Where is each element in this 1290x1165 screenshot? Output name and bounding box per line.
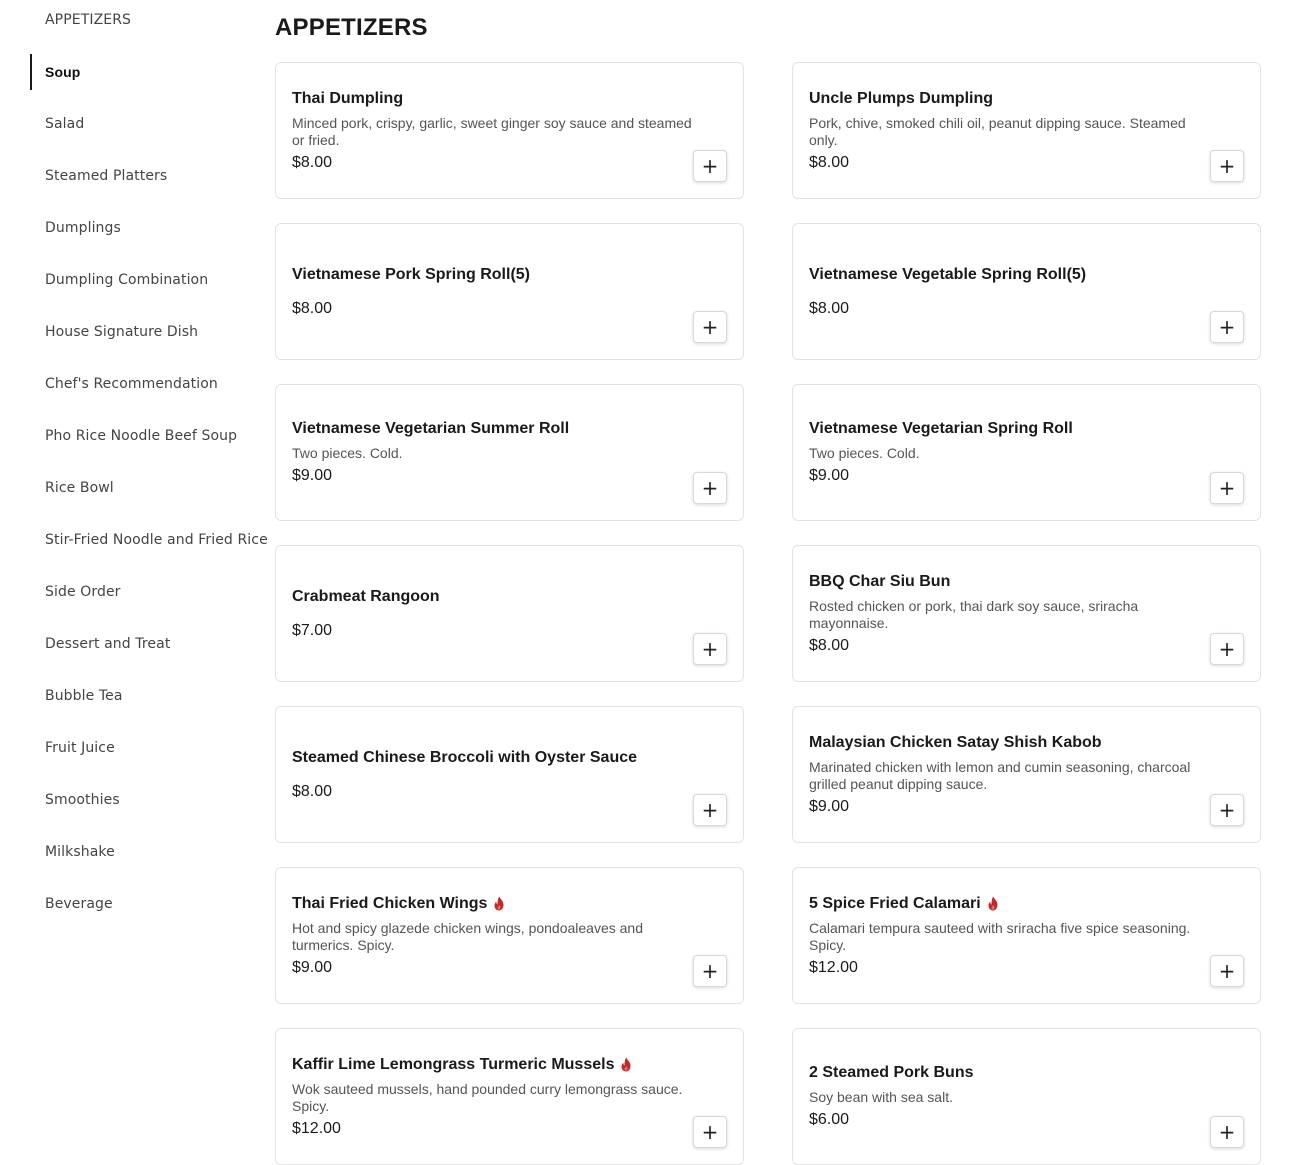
menu-item-card[interactable]: [792, 1028, 1261, 1165]
menu-item-price: $6.00: [809, 1111, 850, 1128]
plus-icon: +: [701, 637, 719, 661]
menu-item-price: $7.00: [292, 621, 333, 639]
menu-item-price: $9.00: [292, 958, 333, 976]
menu-item-card[interactable]: [275, 1028, 744, 1165]
sidebar-item-dumpling-combination[interactable]: Dumpling Combination: [45, 272, 209, 288]
menu-item-title: BBQ Char Siu Bun: [809, 572, 951, 590]
menu-item-description: Hot and spicy glazede chicken wings, pondoaleaves and turmerics. Spicy.: [292, 919, 644, 953]
menu-item-title-row: [809, 572, 1244, 592]
add-to-cart-button[interactable]: [1210, 633, 1244, 665]
menu-item-description: Marinated chicken with lemon and cumin seasoning, charcoal grilled peanut dipping sauce.: [809, 758, 1191, 792]
sidebar-item-chef-s-recommendation[interactable]: Chef's Recommendation: [45, 376, 218, 392]
sidebar-item-bubble-tea[interactable]: Bubble Tea: [45, 688, 123, 704]
menu-item-title-row: [809, 89, 1244, 109]
menu-item-title-row: [292, 1055, 727, 1075]
menu-item-description: Soy bean with sea salt.: [809, 1089, 953, 1105]
menu-item-title-row: [292, 894, 727, 914]
sidebar-item-milkshake[interactable]: Milkshake: [45, 844, 115, 860]
menu-item-title: Vietnamese Vegetable Spring Roll(5): [809, 265, 1087, 283]
menu-item-card[interactable]: [275, 223, 744, 360]
sidebar-item-soup[interactable]: Soup: [30, 54, 230, 90]
plus-icon: +: [1218, 315, 1236, 339]
plus-icon: +: [1218, 959, 1236, 983]
menu-item-description: Minced pork, crispy, garlic, sweet ginger soy sauce and steamed or fried.: [292, 114, 692, 148]
flame-icon: [987, 896, 999, 911]
menu-item-price: $8.00: [809, 636, 850, 654]
plus-icon: +: [701, 959, 719, 983]
menu-item-title-row: [809, 1063, 1244, 1083]
add-to-cart-button[interactable]: [693, 633, 727, 665]
sidebar-item-smoothies[interactable]: Smoothies: [45, 792, 120, 808]
menu-item-card[interactable]: [792, 223, 1261, 360]
sidebar-item-rice-bowl[interactable]: Rice Bowl: [45, 480, 114, 496]
menu-item-description: Calamari tempura sauteed with sriracha five spice seasoning. Spicy.: [809, 919, 1191, 953]
add-to-cart-button[interactable]: [693, 1116, 727, 1148]
sidebar-item-stir-fried-noodle-and-fried-rice[interactable]: Stir-Fried Noodle and Fried Rice: [45, 532, 268, 548]
menu-item-title: 5 Spice Fried Calamari: [809, 894, 981, 912]
add-to-cart-button[interactable]: [1210, 955, 1244, 987]
add-to-cart-button[interactable]: [693, 955, 727, 987]
menu-item-card[interactable]: [792, 545, 1261, 682]
menu-item-title: Crabmeat Rangoon: [292, 587, 440, 605]
plus-icon: +: [1218, 798, 1236, 822]
menu-item-description: Two pieces. Cold.: [809, 445, 920, 461]
menu-item-card[interactable]: [792, 867, 1261, 1004]
menu-item-price: $9.00: [292, 467, 333, 484]
menu-item-price: $8.00: [292, 299, 333, 317]
menu-item-card[interactable]: [275, 706, 744, 843]
menu-item-price: $8.00: [292, 782, 333, 800]
menu-item-card[interactable]: [275, 62, 744, 199]
plus-icon: +: [701, 154, 719, 178]
menu-item-title: Vietnamese Vegetarian Spring Roll: [809, 420, 1073, 437]
sidebar-item-steamed-platters[interactable]: Steamed Platters: [45, 168, 168, 184]
menu-item-title-row: [809, 419, 1244, 439]
flame-icon: [620, 1057, 632, 1072]
menu-item-card[interactable]: [792, 62, 1261, 199]
add-to-cart-button[interactable]: [693, 794, 727, 826]
sidebar-item-salad[interactable]: Salad: [45, 116, 85, 132]
sidebar-item-dumplings[interactable]: Dumplings: [45, 220, 121, 236]
add-to-cart-button[interactable]: [1210, 311, 1244, 343]
plus-icon: +: [701, 1120, 719, 1144]
section-title: APPETIZERS: [275, 14, 428, 41]
sidebar-item-appetizers[interactable]: APPETIZERS: [45, 12, 132, 28]
menu-item-card[interactable]: [275, 545, 744, 682]
menu-item-title-row: [809, 265, 1244, 285]
menu-item-card[interactable]: [275, 384, 744, 521]
sidebar-item-beverage[interactable]: Beverage: [45, 896, 113, 912]
plus-icon: +: [1218, 1120, 1236, 1144]
add-to-cart-button[interactable]: [1210, 794, 1244, 826]
menu-item-description: Pork, chive, smoked chili oil, peanut dipping sauce. Steamed only.: [809, 114, 1186, 148]
sidebar-item-dessert-and-treat[interactable]: Dessert and Treat: [45, 636, 171, 652]
plus-icon: +: [701, 798, 719, 822]
menu-item-description: Two pieces. Cold.: [292, 445, 403, 461]
sidebar-item-pho-rice-noodle-beef-soup[interactable]: Pho Rice Noodle Beef Soup: [45, 428, 238, 444]
category-sidebar: [0, 0, 268, 1146]
menu-item-title-row: [809, 733, 1244, 753]
add-to-cart-button[interactable]: [693, 150, 727, 182]
menu-item-description: Wok sauteed mussels, hand pounded curry lemongrass sauce. Spicy.: [292, 1080, 683, 1114]
add-to-cart-button[interactable]: [1210, 150, 1244, 182]
menu-item-price: $12.00: [809, 958, 858, 976]
menu-item-title-row: [292, 419, 727, 439]
sidebar-item-house-signature-dish[interactable]: House Signature Dish: [45, 324, 199, 340]
menu-item-title-row: [292, 265, 727, 285]
menu-item-title-row: [292, 89, 727, 109]
menu-item-title: Malaysian Chicken Satay Shish Kabob: [809, 733, 1102, 751]
menu-item-card[interactable]: [792, 384, 1261, 521]
menu-item-price: $9.00: [809, 797, 850, 815]
menu-item-title: Vietnamese Pork Spring Roll(5): [292, 265, 530, 283]
menu-item-title: Kaffir Lime Lemongrass Turmeric Mussels: [292, 1055, 615, 1073]
menu-item-title: Vietnamese Vegetarian Summer Roll: [292, 420, 570, 437]
menu-item-title-row: [809, 894, 1244, 914]
sidebar-item-fruit-juice[interactable]: Fruit Juice: [45, 740, 115, 756]
add-to-cart-button[interactable]: [693, 472, 727, 504]
menu-item-card[interactable]: [275, 867, 744, 1004]
plus-icon: +: [1218, 154, 1236, 178]
add-to-cart-button[interactable]: [693, 311, 727, 343]
plus-icon: +: [701, 476, 719, 500]
menu-item-title: Thai Fried Chicken Wings: [292, 894, 488, 912]
menu-item-description: Rosted chicken or pork, thai dark soy sauce, sriracha mayonnaise.: [809, 597, 1139, 631]
plus-icon: +: [1218, 637, 1236, 661]
menu-item-price: $12.00: [292, 1119, 341, 1137]
flame-icon: [493, 896, 505, 911]
add-to-cart-button[interactable]: [1210, 472, 1244, 504]
menu-item-price: $8.00: [809, 299, 850, 317]
menu-item-price: $9.00: [809, 467, 850, 484]
menu-item-title-row: [292, 587, 727, 607]
menu-item-price: $8.00: [292, 153, 333, 171]
menu-item-title: 2 Steamed Pork Buns: [809, 1064, 974, 1081]
menu-item-title: Uncle Plumps Dumpling: [809, 89, 994, 107]
menu-item-price: $8.00: [809, 153, 850, 171]
menu-item-title: Thai Dumpling: [292, 89, 404, 107]
menu-item-title: Steamed Chinese Broccoli with Oyster Sauce: [292, 748, 638, 766]
plus-icon: +: [701, 315, 719, 339]
sidebar-item-side-order[interactable]: Side Order: [45, 584, 121, 600]
menu-item-title-row: [292, 748, 727, 768]
menu-item-card[interactable]: [792, 706, 1261, 843]
plus-icon: +: [1218, 476, 1236, 500]
add-to-cart-button[interactable]: [1210, 1116, 1244, 1148]
